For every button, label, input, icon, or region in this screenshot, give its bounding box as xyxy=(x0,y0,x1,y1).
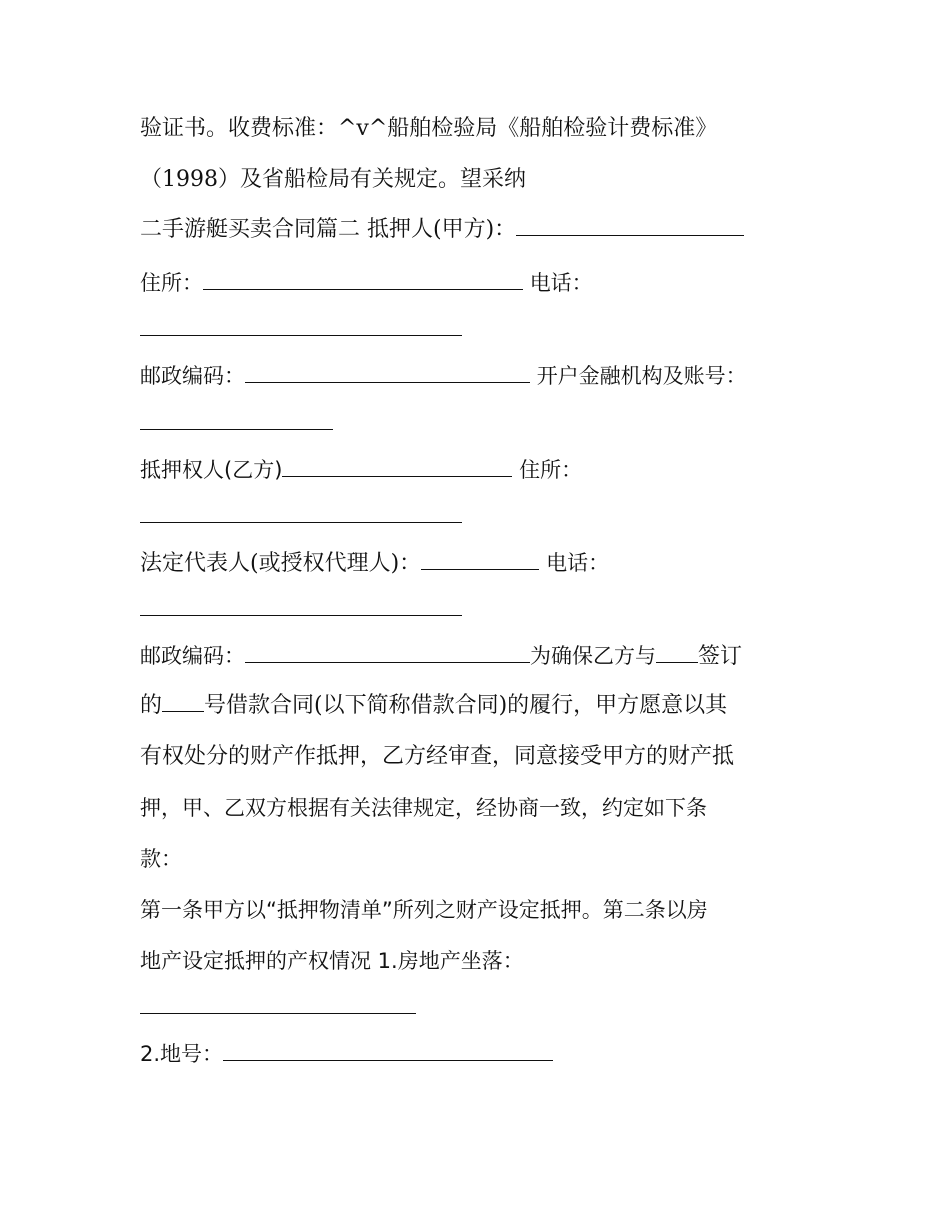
article-one-text: 第一条甲方以“抵押物清单”所列之财产设定抵押。第二条以房 xyxy=(140,898,708,922)
contract-no-blank[interactable] xyxy=(162,691,204,712)
text-line-11 xyxy=(140,793,707,823)
clauses-label: 款： xyxy=(140,847,182,871)
postal-code-blank[interactable] xyxy=(245,362,530,383)
address-label: 住所： xyxy=(140,271,203,295)
property-location-label: 地产设定抵押的产权情况 1.房地产坐落： xyxy=(140,949,524,973)
rep-phone-blank[interactable] xyxy=(140,615,462,616)
text-line-13 xyxy=(140,895,708,925)
lot-number-blank[interactable] xyxy=(223,1040,553,1061)
text-line-7 xyxy=(140,548,609,578)
mortgagor-blank[interactable] xyxy=(516,215,744,236)
of-text: 的 xyxy=(140,693,163,718)
property-location-blank[interactable] xyxy=(140,1013,416,1014)
party-blank[interactable] xyxy=(656,642,698,663)
text-line-10 xyxy=(140,742,734,772)
ensure-text: 为确保乙方与 xyxy=(530,644,656,668)
text-line-9 xyxy=(140,691,727,721)
mortgagor-label: 二手游艇买卖合同篇二 抵押人(甲方)： xyxy=(140,217,517,242)
text-line-5 xyxy=(140,361,747,391)
address-blank[interactable] xyxy=(203,269,523,290)
text-line-12 xyxy=(140,844,182,874)
legal-rep-label: 法定代表人(或授权代理人)： xyxy=(140,551,422,576)
text-regulation: （1998）及省船检局有关规定。望采纳 xyxy=(140,167,526,192)
text-line-8 xyxy=(140,641,742,671)
mortgagee-blank[interactable] xyxy=(282,456,512,477)
postal-code-label-2: 邮政编码： xyxy=(140,644,245,668)
legal-rep-blank[interactable] xyxy=(421,549,539,570)
text-line-3 xyxy=(140,215,744,245)
phone-blank[interactable] xyxy=(140,335,462,336)
loan-contract-text: 号借款合同(以下简称借款合同)的履行，甲方愿意以其 xyxy=(204,693,728,718)
postal-code-label: 邮政编码： xyxy=(140,364,245,388)
bank-account-blank[interactable] xyxy=(140,429,333,430)
bank-account-label: 开户金融机构及账号： xyxy=(536,364,747,388)
mortgagee-label: 抵押权人(乙方) xyxy=(140,458,283,482)
phone-label: 电话： xyxy=(529,271,593,295)
text-line-14 xyxy=(140,946,524,976)
mortgagee-address-blank[interactable] xyxy=(140,522,462,523)
text-line-2 xyxy=(140,165,526,195)
rep-phone-label: 电话： xyxy=(546,551,610,575)
agreement-text: 押，甲、乙双方根据有关法律规定，经协商一致，约定如下条 xyxy=(140,796,707,820)
lot-number-label: 2.地号： xyxy=(140,1042,224,1066)
signed-text: 签订 xyxy=(698,644,743,669)
mortgagee-address-label: 住所： xyxy=(519,458,583,482)
text-line-15 xyxy=(140,1039,553,1069)
disposal-text: 有权处分的财产作抵押，乙方经审查，同意接受甲方的财产抵 xyxy=(140,744,735,769)
text-line-1 xyxy=(140,114,717,144)
text-verification: 验证书。收费标准：^v^船舶检验局《船舶检验计费标准》 xyxy=(140,116,718,141)
text-line-6 xyxy=(140,455,582,485)
postal-code-blank-2[interactable] xyxy=(245,642,530,663)
text-line-4 xyxy=(140,268,593,298)
